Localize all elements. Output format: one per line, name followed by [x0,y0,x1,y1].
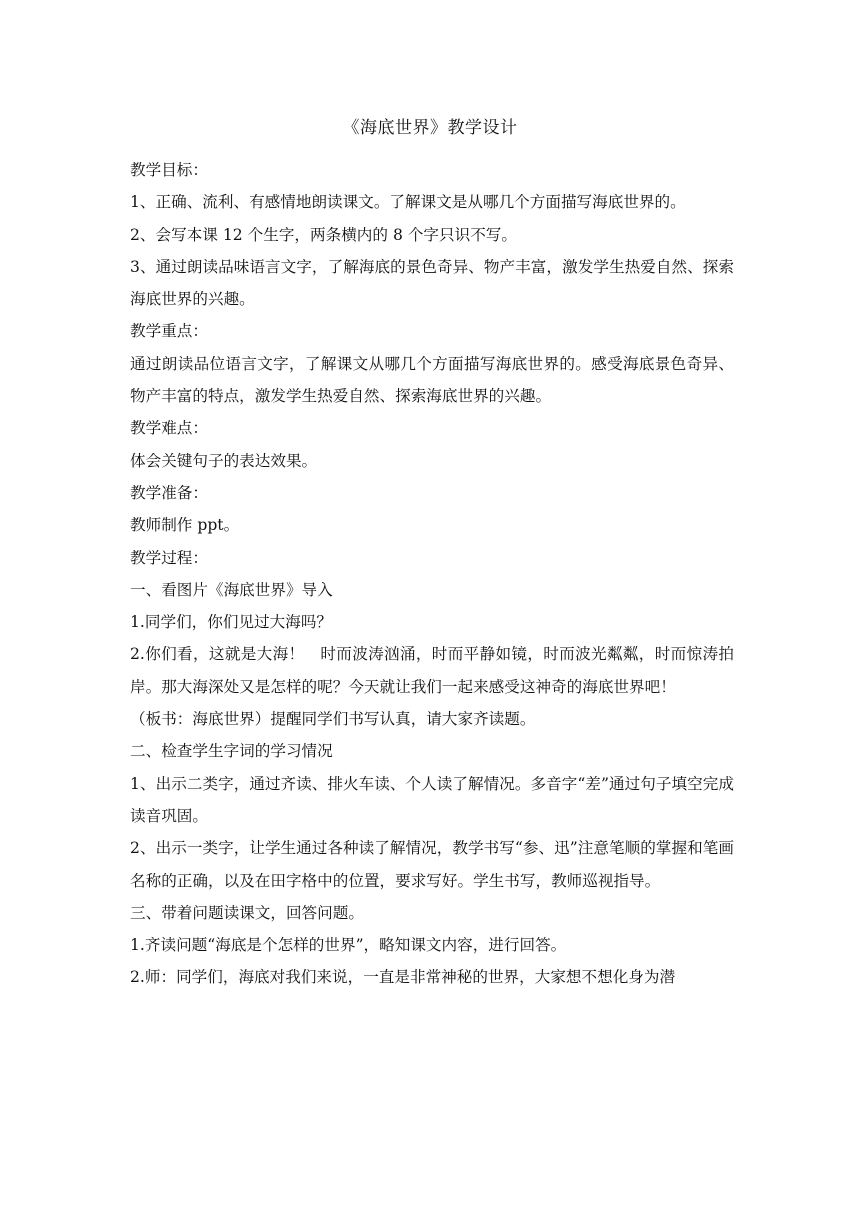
process-step-item: （板书：海底世界）提醒同学们书写认真，请大家齐读题。 [130,710,536,729]
section-heading-process: 教学过程： [130,548,208,567]
objective-item-3: 3、通过朗读品味语言文字，了解海底的景色奇异、物产丰富，激发学生热爱自然、探索海底世界的兴趣。 [130,257,734,309]
section-heading-key-points: 教学重点： [130,322,208,341]
objective-item-1: 1、正确、流利、有感情地朗读课文。了解课文是从哪几个方面描写海底世界的。 [130,193,686,212]
key-points-text: 通过朗读品位语言文字，了解课文从哪几个方面描写海底世界的。感受海底景色奇异、物产丰富的特点，激发学生热爱自然、探索海底世界的兴趣。 [130,354,734,406]
process-step-item: 1、出示二类字，通过齐读、排火车读、个人读了解情况。多音字“差”通过句子填空完成读音巩固。 [130,774,734,825]
process-step-heading-2: 二、检查学生字词的学习情况 [130,742,333,761]
process-step-item: 1.齐读问题“海底是个怎样的世界”，略知课文内容，进行回答。 [130,936,567,955]
process-step-heading-1: 一、看图片《海底世界》导入 [130,580,333,599]
document-body [130,154,734,994]
process-step-item: 2、出示一类字，让学生通过各种读了解情况，教学书写“参、迅”注意笔顺的掌握和笔画名称的正确，以及在田字格中的位置，要求写好。学生书写，教师巡视指导。 [130,839,734,890]
process-step-heading-3: 三、带着问题读课文，回答问题。 [130,903,364,922]
section-heading-objectives: 教学目标： [130,161,208,179]
difficulties-text: 体会关键句子的表达效果。 [130,451,318,470]
section-heading-difficulties: 教学难点： [130,419,208,438]
preparation-text: 教师制作 ppt。 [130,516,240,535]
objective-item-2: 2、会写本课 12 个生字，两条横内的 8 个字只识不写。 [130,225,517,244]
section-heading-preparation: 教学准备： [130,483,208,502]
process-step-item: 2.你们看，这就是大海！ 时而波涛汹涌，时而平静如镜，时而波光粼粼，时而惊涛拍岸。那大海深处又是怎样的呢？今天就让我们一起来感受这神奇的海底世界吧！ [130,645,734,696]
document-title: 《海底世界》教学设计 [342,118,518,138]
process-step-item: 1.同学们，你们见过大海吗？ [130,613,333,632]
process-step-item: 2.师：同学们，海底对我们来说，一直是非常神秘的世界，大家想不想化身为潜 [130,968,676,987]
